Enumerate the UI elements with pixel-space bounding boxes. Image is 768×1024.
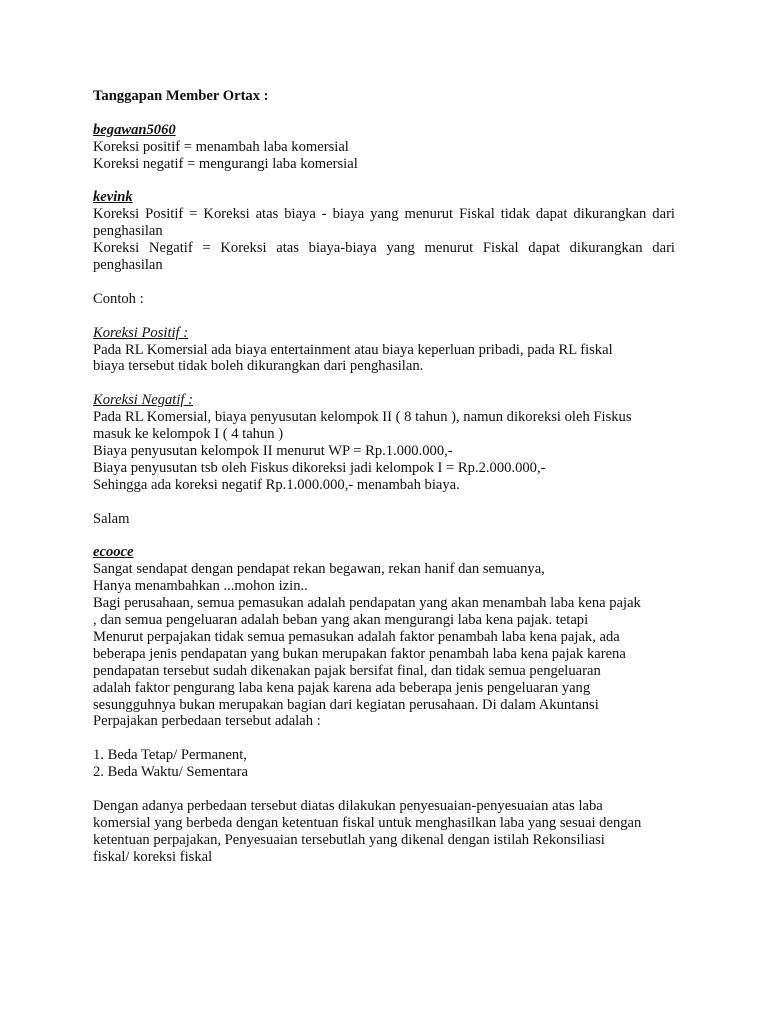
text-line: Sehingga ada koreksi negatif Rp.1.000.000,- menambah biaya. bbox=[93, 476, 460, 493]
text-line: fiskal/ koreksi fiskal bbox=[93, 848, 213, 865]
spacer bbox=[93, 494, 675, 511]
text-line: Biaya penyusutan kelompok II menurut WP = Rp.1.000.000,- bbox=[93, 442, 453, 459]
spacer bbox=[93, 375, 675, 392]
spacer bbox=[93, 781, 675, 798]
text-line: Koreksi negatif = mengurangi laba komersial bbox=[93, 155, 358, 172]
koreksi-negatif-definition: Koreksi Negatif = Koreksi atas biaya-biaya yang menurut Fiskal dapat dikurangkan dari bbox=[93, 240, 675, 257]
text-line: adalah faktor pengurang laba kena pajak karena ada beberapa jenis pengeluaran yang bbox=[93, 679, 591, 696]
text-line: Koreksi positif = menambah laba komersial bbox=[93, 138, 349, 155]
member-response-ecooce bbox=[93, 544, 675, 865]
text-line: sesungguhnya bukan merupakan bagian dari kegiatan perusahaan. Di dalam Akuntansi bbox=[93, 696, 599, 713]
text-line: Sangat sendapat dengan pendapat rekan begawan, rekan hanif dan semuanya, bbox=[93, 561, 545, 578]
text-line: biaya tersebut tidak boleh dikurangkan dari penghasilan. bbox=[93, 358, 424, 375]
list-item: 2. Beda Waktu/ Sementara bbox=[93, 764, 248, 781]
text-line: pendapatan tersebut sudah dikenakan pajak bersifat final, dan tidak semua pengeluaran bbox=[93, 662, 601, 679]
koreksi-positif-definition: Koreksi Positif = Koreksi atas biaya - biaya yang menurut Fiskal tidak dapat dikurangkan dari penghasilan bbox=[93, 206, 675, 240]
text-line: Menurut perpajakan tidak semua pemasukan adalah faktor penambah laba kena pajak, ada bbox=[93, 628, 620, 645]
text-line: masuk ke kelompok I ( 4 tahun ) bbox=[93, 426, 284, 443]
text-line: Bagi perusahaan, semua pemasukan adalah pendapatan yang akan menambah laba kena pajak bbox=[93, 595, 641, 612]
spacer bbox=[93, 105, 675, 122]
closing-salam: Salam bbox=[93, 510, 130, 527]
koreksi-negatif-heading: Koreksi Negatif : bbox=[93, 392, 193, 409]
spacer bbox=[93, 173, 675, 190]
text-line: ketentuan perpajakan, Penyesuaian tersebutlah yang dikenal dengan istilah Rekonsiliasi bbox=[93, 831, 605, 848]
member-response-begawan5060 bbox=[93, 122, 675, 173]
text-line: Dengan adanya perbedaan tersebut diatas dilakukan penyesuaian-penyesuaian atas laba bbox=[93, 797, 603, 814]
page-title: Tanggapan Member Ortax : bbox=[93, 88, 269, 104]
text-line: Biaya penyusutan tsb oleh Fiskus dikoreksi jadi kelompok I = Rp.2.000.000,- bbox=[93, 459, 546, 476]
spacer bbox=[93, 274, 675, 291]
member-response-kevink bbox=[93, 189, 675, 527]
text-line: Pada RL Komersial, biaya penyusutan kelompok II ( 8 tahun ), namun dikoreksi oleh Fiskus bbox=[93, 409, 632, 426]
text-line: komersial yang berbeda dengan ketentuan fiskal untuk menghasilkan laba yang sesuai dengan bbox=[93, 814, 642, 831]
koreksi-positif-heading: Koreksi Positif : bbox=[93, 324, 189, 341]
text-line: Perpajakan perbedaan tersebut adalah : bbox=[93, 713, 321, 730]
text-line: beberapa jenis pendapatan yang bukan merupakan faktor penambah laba kena pajak karena bbox=[93, 645, 626, 662]
contoh-label: Contoh : bbox=[93, 290, 144, 307]
text-line: Hanya menambahkan ...mohon izin.. bbox=[93, 578, 308, 595]
text-line: , dan semua pengeluaran adalah beban yang akan mengurangi laba kena pajak. tetapi bbox=[93, 611, 589, 628]
spacer bbox=[93, 730, 675, 747]
text-line: Pada RL Komersial ada biaya entertainment atau biaya keperluan pribadi, pada RL fiskal bbox=[93, 341, 613, 358]
document-page bbox=[93, 88, 675, 866]
member-name: begawan5060 bbox=[93, 121, 176, 138]
member-name: kevink bbox=[93, 189, 133, 206]
koreksi-negatif-definition-end: penghasilan bbox=[93, 257, 163, 274]
spacer bbox=[93, 308, 675, 325]
member-name: ecooce bbox=[93, 544, 134, 561]
spacer bbox=[93, 527, 675, 544]
list-item: 1. Beda Tetap/ Permanent, bbox=[93, 747, 247, 764]
